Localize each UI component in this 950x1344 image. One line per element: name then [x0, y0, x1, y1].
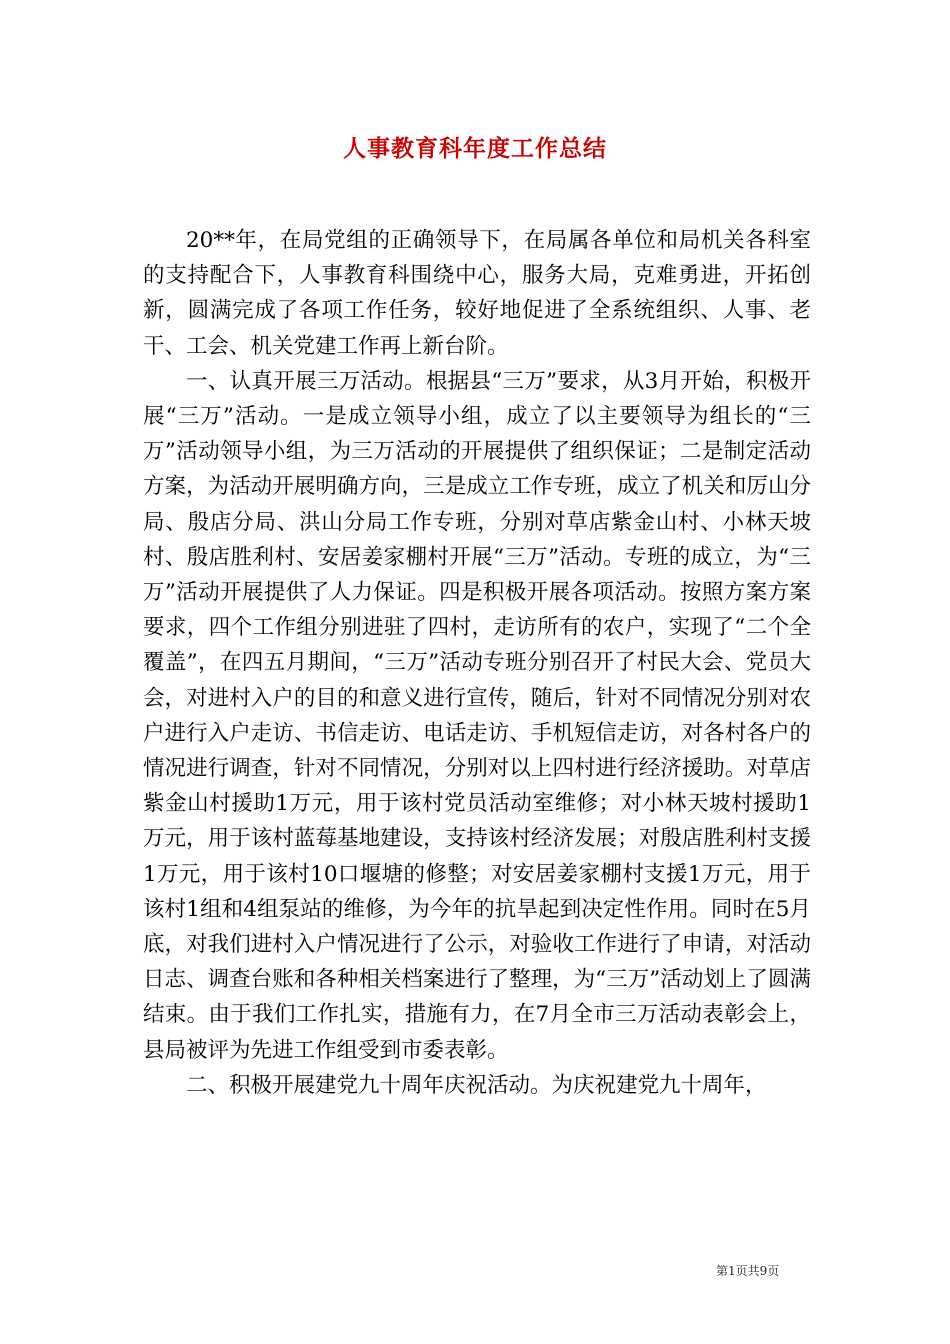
paragraph-section-one: 一、认真开展三万活动。根据县“三万”要求，从3月开始，积极开展“三万”活动。一是成立领导小组，成立了以主要领导为组长的“三万”活动领导小组，为三万活动的开展提供了组织保证；二是制定活动方案，为活动开展明确方向，三是成立工作专班，成立了机关和厉山分局、殷店分局、洪山分局工作专班，分别对草店紫金山村、小林天坡村、殷店胜利村、安居姜家棚村开展“三万”活动。专班的成立，为“三万”活动开展提供了人力保证。四是积极开展各项活动。按照方案方案要求，四个工作组分别进驻了四村，走访所有的农户，实现了“二个全覆盖”，在四五月期间，“三万”活动专班分别召开了村民大会、党员大会，对进村入户的目的和意义进行宣传，随后，针对不同情况分别对农户进行入户走访、书信走访、电话走访、手机短信走访，对各村各户的情况进行调查，针对不同情况，分别对以上四村进行经济援助。对草店紫金山村援助1万元，用于该村党员活动室维修；对小林天坡村援助1万元，用于该村蓝莓基地建设，支持该村经济发展；对殷店胜利村支援1万元，用于该村10口堰塘的修整；对安居姜家棚村支援1万元，用于该村1组和4组泵站的维修，为今年的抗旱起到决定性作用。同时在5月底，对我们进村入户情况进行了公示，对验收工作进行了申请，对活动日志、调查台账和各种相关档案进行了整理，为“三万”活动划上了圆满结束。由于我们工作扎实，措施有力，在7月全市三万活动表彰会上，县局被评为先进工作组受到市委表彰。	[143, 368, 811, 1063]
paragraph-intro: 20**年，在局党组的正确领导下，在局属各单位和局机关各科室的支持配合下，人事教育科围绕中心，服务大局，克难勇进，开拓创新，圆满完成了各项工作任务，较好地促进了全系统组织、人事、老干、工会、机关党建工作再上新台阶。	[143, 228, 811, 359]
document-body	[143, 223, 811, 1103]
paragraph-section-two: 二、积极开展建党九十周年庆祝活动。为庆祝建党九十周年，	[186, 1072, 767, 1098]
page-number: 第1页共9页	[716, 1264, 780, 1278]
document-title: 人事教育科年度工作总结	[343, 135, 607, 162]
